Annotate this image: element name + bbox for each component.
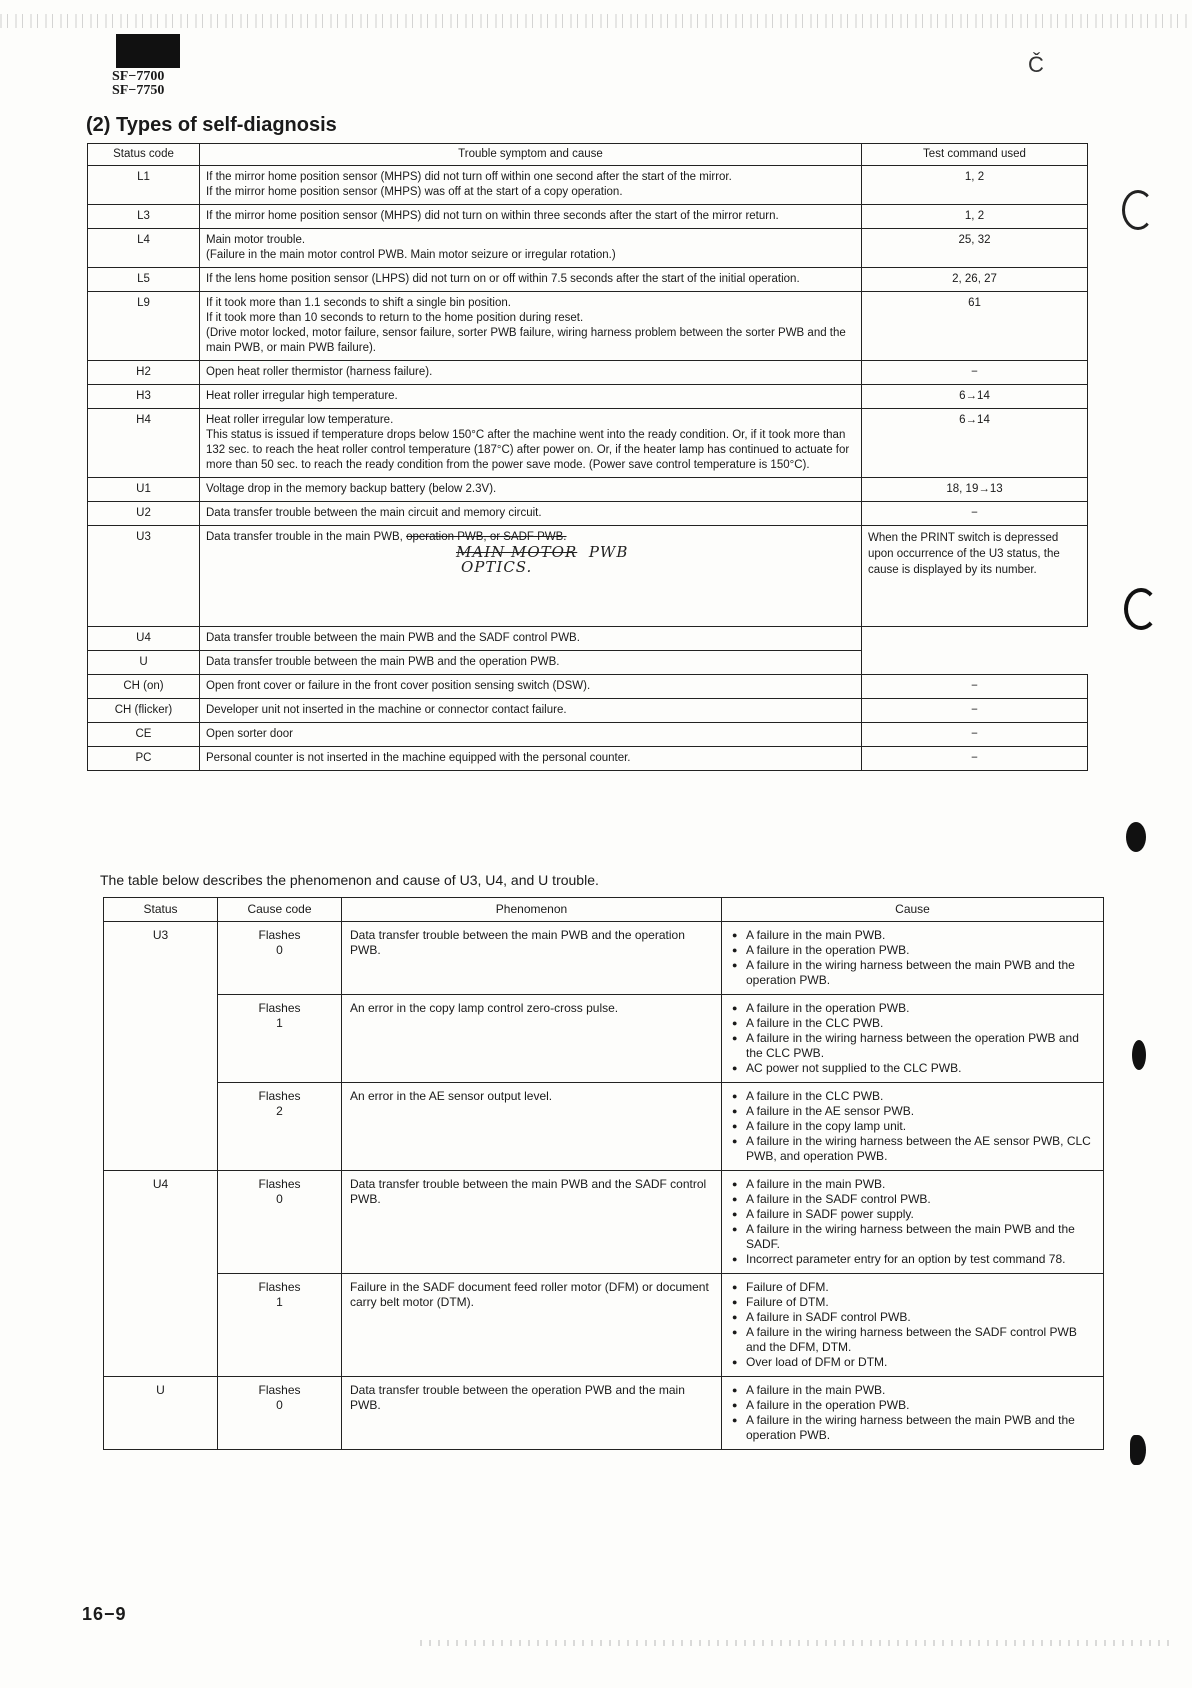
cause-line: Heat roller irregular low temperature. xyxy=(206,414,394,426)
trouble-cause: Developer unit not inserted in the machine or connector contact failure. xyxy=(200,699,862,723)
status-code: H2 xyxy=(88,361,200,385)
cause-list xyxy=(730,928,1095,988)
causes xyxy=(722,1377,1104,1450)
cause-list xyxy=(730,1280,1095,1370)
table-row xyxy=(88,675,1088,699)
u3-note: When the PRINT switch is depressed upon occurrence of the U3 status, the cause is displayed by its number. xyxy=(862,526,1088,627)
column-header: Status xyxy=(104,898,218,922)
table-row xyxy=(88,292,1088,361)
cause-code xyxy=(218,922,342,995)
table-row xyxy=(88,229,1088,268)
cause-code-number: 1 xyxy=(276,1016,283,1030)
trouble-cause xyxy=(200,385,862,409)
cause-code-label: Flashes xyxy=(258,1177,301,1191)
list-item: ● A failure in SADF power supply. xyxy=(730,1207,1095,1222)
cause-line: Data transfer trouble between the main circuit and memory circuit. xyxy=(206,507,542,519)
cause-line: If the mirror home position sensor (MHPS) was off at the start of a copy operation. xyxy=(206,186,623,198)
cause-line: (Failure in the main motor control PWB. Main motor seizure or irregular rotation.) xyxy=(206,249,616,261)
cause-line: If the mirror home position sensor (MHPS) did not turn on within three seconds after the start of the mirror return. xyxy=(206,210,779,222)
status-code: U1 xyxy=(88,478,200,502)
causes xyxy=(722,922,1104,995)
cause-code xyxy=(218,1171,342,1274)
trouble-cause: Personal counter is not inserted in the machine equipped with the personal counter. xyxy=(200,747,862,771)
list-item: ● A failure in the operation PWB. xyxy=(730,1001,1095,1016)
test-command: − xyxy=(862,675,1088,699)
list-item: ● Over load of DFM or DTM. xyxy=(730,1355,1095,1370)
cause-list xyxy=(730,1383,1095,1443)
test-command: − xyxy=(862,747,1088,771)
status-code: CH (flicker) xyxy=(88,699,200,723)
test-command: − xyxy=(862,723,1088,747)
table-row xyxy=(88,205,1088,229)
list-item: ● Incorrect parameter entry for an option by test command 78. xyxy=(730,1252,1095,1267)
trouble-cause xyxy=(200,502,862,526)
handwritten-word: OPTICS. xyxy=(461,558,533,576)
table-row xyxy=(104,1274,1104,1377)
table-row xyxy=(104,1083,1104,1171)
phenomenon: An error in the AE sensor output level. xyxy=(342,1083,722,1171)
u-trouble-table xyxy=(103,897,1104,1450)
phenomenon: Data transfer trouble between the main PWB and the operation PWB. xyxy=(342,922,722,995)
cause-code xyxy=(218,1083,342,1171)
table-row xyxy=(88,478,1088,502)
cause-line: Open heat roller thermistor (harness failure). xyxy=(206,366,433,378)
table-row xyxy=(88,651,1088,675)
column-header: Phenomenon xyxy=(342,898,722,922)
cause-line: This status is issued if temperature drops below 150°C after the machine went into the ready condition. Or, if it took more than 132 sec. to reach the heat roller control temperature (187°C) after power on. Or, if the heater lamp has continued to actuate for more than 50 sec. to reach the ready condition from the power save mode. (Power save control temperature is 150°C). xyxy=(206,429,850,471)
test-command: 1, 2 xyxy=(862,166,1088,205)
column-header: Test command used xyxy=(862,144,1088,166)
status-code: L9 xyxy=(88,292,200,361)
trouble-cause xyxy=(200,292,862,361)
table-row xyxy=(88,699,1088,723)
cause-code-label: Flashes xyxy=(258,928,301,942)
u3-text: Data transfer trouble in the main PWB, xyxy=(206,531,403,543)
trouble-cause xyxy=(200,526,862,627)
status-code: H4 xyxy=(88,409,200,478)
trouble-cause xyxy=(200,166,862,205)
cause-code xyxy=(218,1274,342,1377)
binder-hole xyxy=(1132,1040,1146,1070)
list-item: ● A failure in the wiring harness between the main PWB and the SADF. xyxy=(730,1222,1095,1252)
cause-line: If it took more than 10 seconds to return to the home position during reset. xyxy=(206,312,584,324)
causes xyxy=(722,1171,1104,1274)
phenomenon: Failure in the SADF document feed roller motor (DFM) or document carry belt motor (DTM). xyxy=(342,1274,722,1377)
test-command: − xyxy=(862,361,1088,385)
list-item: ● A failure in SADF control PWB. xyxy=(730,1310,1095,1325)
status-code: L3 xyxy=(88,205,200,229)
table-row xyxy=(88,385,1088,409)
table-row xyxy=(88,409,1088,478)
cause-line: If the mirror home position sensor (MHPS) did not turn off within one second after the start of the mirror. xyxy=(206,171,732,183)
scan-noise-top xyxy=(0,14,1192,28)
corner-mark: Č xyxy=(1028,52,1044,77)
model-number: SF−7700 xyxy=(112,69,165,84)
causes xyxy=(722,1083,1104,1171)
table-row xyxy=(104,995,1104,1083)
cause-list xyxy=(730,1177,1095,1267)
list-item: ● A failure in the main PWB. xyxy=(730,928,1095,943)
trouble-cause: Data transfer trouble between the main PWB and the operation PWB. xyxy=(200,651,862,675)
table-row xyxy=(104,1377,1104,1450)
section-title: (2) Types of self-diagnosis xyxy=(86,114,337,136)
cause-code xyxy=(218,995,342,1083)
self-diagnosis-table xyxy=(87,143,1088,771)
table-row xyxy=(88,627,1088,651)
table-row xyxy=(88,502,1088,526)
table-row xyxy=(104,922,1104,995)
table-row xyxy=(88,268,1088,292)
list-item: ● Failure of DFM. xyxy=(730,1280,1095,1295)
trouble-cause xyxy=(200,478,862,502)
status-code: U2 xyxy=(88,502,200,526)
cause-code-label: Flashes xyxy=(258,1001,301,1015)
cause-code-number: 0 xyxy=(276,1192,283,1206)
status-code: U3 xyxy=(88,526,200,627)
list-item: ● A failure in the wiring harness between the operation PWB and the CLC PWB. xyxy=(730,1031,1095,1061)
test-command: 18, 19→13 xyxy=(862,478,1088,502)
list-item: ● A failure in the CLC PWB. xyxy=(730,1016,1095,1031)
list-item: ● A failure in the main PWB. xyxy=(730,1383,1095,1398)
cause-code-label: Flashes xyxy=(258,1280,301,1294)
test-command: − xyxy=(862,699,1088,723)
table-header-row xyxy=(88,144,1088,166)
column-header: Cause code xyxy=(218,898,342,922)
binder-hole xyxy=(1122,190,1154,230)
cause-code-label: Flashes xyxy=(258,1383,301,1397)
cause-list xyxy=(730,1001,1095,1076)
status-code: U xyxy=(88,651,200,675)
table-header-row xyxy=(104,898,1104,922)
table-row xyxy=(88,166,1088,205)
causes xyxy=(722,1274,1104,1377)
cause-code xyxy=(218,1377,342,1450)
cause-code-number: 0 xyxy=(276,1398,283,1412)
list-item: ● A failure in the CLC PWB. xyxy=(730,1089,1095,1104)
test-command: − xyxy=(862,502,1088,526)
list-item: ● A failure in the wiring harness between the AE sensor PWB, CLC PWB, and operation PWB. xyxy=(730,1134,1095,1164)
table-row xyxy=(104,1171,1104,1274)
cause-line: If it took more than 1.1 seconds to shift a single bin position. xyxy=(206,297,511,309)
list-item: ● A failure in the copy lamp unit. xyxy=(730,1119,1095,1134)
list-item: ● Failure of DTM. xyxy=(730,1295,1095,1310)
cause-code-number: 2 xyxy=(276,1104,283,1118)
causes xyxy=(722,995,1104,1083)
cause-line: Heat roller irregular high temperature. xyxy=(206,390,398,402)
trouble-cause: Data transfer trouble between the main PWB and the SADF control PWB. xyxy=(200,627,862,651)
status-code: CH (on) xyxy=(88,675,200,699)
column-header: Status code xyxy=(88,144,200,166)
status-code: L1 xyxy=(88,166,200,205)
model-numbers xyxy=(112,70,164,98)
page-number: 16−9 xyxy=(82,1604,127,1624)
list-item: ● A failure in the wiring harness between the main PWB and the operation PWB. xyxy=(730,958,1095,988)
status-code: U3 xyxy=(104,922,218,1171)
status-code: U4 xyxy=(88,627,200,651)
status-code: H3 xyxy=(88,385,200,409)
column-header: Trouble symptom and cause xyxy=(200,144,862,166)
list-item: ● A failure in the main PWB. xyxy=(730,1177,1095,1192)
cause-line: Voltage drop in the memory backup battery (below 2.3V). xyxy=(206,483,497,495)
cause-line: Main motor trouble. xyxy=(206,234,306,246)
binder-hole xyxy=(1124,588,1158,630)
cause-line: (Drive motor locked, motor failure, sensor failure, sorter PWB failure, wiring harness problem between the sorter PWB and the main PWB, or main PWB failure). xyxy=(206,327,846,354)
model-number: SF−7750 xyxy=(112,83,165,98)
list-item: ● A failure in the AE sensor PWB. xyxy=(730,1104,1095,1119)
scan-noise-bottom xyxy=(420,1640,1170,1646)
table-row xyxy=(88,723,1088,747)
cause-list xyxy=(730,1089,1095,1164)
test-command: 6→14 xyxy=(862,409,1088,478)
test-command: 2, 26, 27 xyxy=(862,268,1088,292)
phenomenon: Data transfer trouble between the operation PWB and the main PWB. xyxy=(342,1377,722,1450)
status-code: CE xyxy=(88,723,200,747)
list-item: ● A failure in the operation PWB. xyxy=(730,1398,1095,1413)
table2-caption: The table below describes the phenomenon and cause of U3, U4, and U trouble. xyxy=(100,872,599,888)
list-item: ● A failure in the operation PWB. xyxy=(730,943,1095,958)
status-code: L4 xyxy=(88,229,200,268)
status-code: PC xyxy=(88,747,200,771)
list-item: ● A failure in the wiring harness between the SADF control PWB and the DFM, DTM. xyxy=(730,1325,1095,1355)
struck-text: operation PWB, or SADF PWB. xyxy=(406,531,567,543)
trouble-cause xyxy=(200,205,862,229)
status-code: U4 xyxy=(104,1171,218,1377)
trouble-cause: Open front cover or failure in the front cover position sensing switch (DSW). xyxy=(200,675,862,699)
status-code: U xyxy=(104,1377,218,1450)
binder-hole xyxy=(1126,822,1146,852)
test-command: 1, 2 xyxy=(862,205,1088,229)
handwritten-word: PWB xyxy=(588,543,629,561)
trouble-cause xyxy=(200,361,862,385)
trouble-cause xyxy=(200,229,862,268)
phenomenon: Data transfer trouble between the main PWB and the SADF control PWB. xyxy=(342,1171,722,1274)
test-command: 61 xyxy=(862,292,1088,361)
trouble-cause: Open sorter door xyxy=(200,723,862,747)
cause-line: If the lens home position sensor (LHPS) did not turn on or off within 7.5 seconds after the start of the initial operation. xyxy=(206,273,800,285)
column-header: Cause xyxy=(722,898,1104,922)
cause-code-number: 0 xyxy=(276,943,283,957)
table-row xyxy=(88,747,1088,771)
list-item: ● A failure in the wiring harness between the main PWB and the operation PWB. xyxy=(730,1413,1095,1443)
black-index-tab xyxy=(116,34,180,68)
trouble-cause xyxy=(200,409,862,478)
list-item: ● A failure in the SADF control PWB. xyxy=(730,1192,1095,1207)
status-code: L5 xyxy=(88,268,200,292)
cause-code-label: Flashes xyxy=(258,1089,301,1103)
binder-hole xyxy=(1130,1435,1146,1465)
table-row xyxy=(88,526,1088,627)
phenomenon: An error in the copy lamp control zero-cross pulse. xyxy=(342,995,722,1083)
cause-code-number: 1 xyxy=(276,1295,283,1309)
list-item: ● AC power not supplied to the CLC PWB. xyxy=(730,1061,1095,1076)
test-command: 6→14 xyxy=(862,385,1088,409)
test-command: 25, 32 xyxy=(862,229,1088,268)
trouble-cause xyxy=(200,268,862,292)
handwritten-struck: MAIN MOTOR xyxy=(456,543,578,561)
table-row xyxy=(88,361,1088,385)
